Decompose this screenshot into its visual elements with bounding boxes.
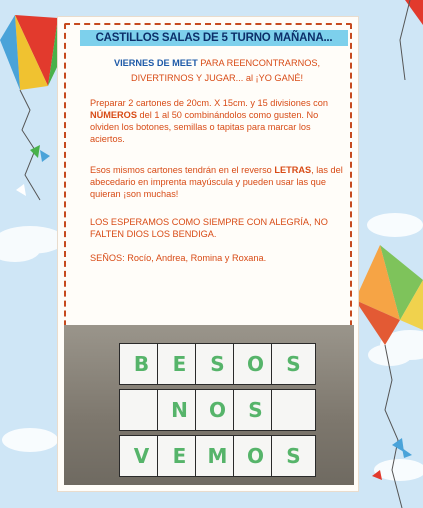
grid-cell: B [119,343,164,385]
letter-grid [119,343,309,478]
paragraph-farewell: LOS ESPERAMOS COMO SIEMPRE CON ALEGRÍA, NO FALTEN DIOS LOS BENDIGA. [90,217,328,239]
paragraph-letters-text-a: Esos mismos cartones tendrán en el reverso [90,165,275,175]
intro-line-2: DIVERTIRNOS Y JUGAR... al ¡YO GANÉ! [130,73,304,83]
numbers-bold: NÚMEROS [90,110,137,120]
grid-cell: M [195,435,240,477]
announcement-card [57,16,359,492]
photo-bingo-card [64,325,354,485]
grid-cell: O [233,343,278,385]
letters-bold: LETRAS [274,165,312,175]
grid-cell: S [271,435,316,477]
grid-cell: O [233,435,278,477]
paragraph-numbers-text-a: Preparar 2 cartones de 20cm. X 15cm. y 15 divisiones con [90,98,328,108]
intro-line-1 [90,57,344,69]
grid-cell: N [157,389,202,431]
signature-line: SEÑOS: Rocío, Andrea, Romina y Roxana. [90,253,267,263]
grid-cell: S [195,343,240,385]
grid-cell: E [157,435,202,477]
grid-cell: S [271,343,316,385]
grid-cell: O [195,389,240,431]
paragraph-letters-text-b: , las del abecedario en imprenta mayúscula y pueden usar las que quieran ¡son muchas! [90,165,343,199]
grid-cell: S [233,389,278,431]
card-title: CASTILLOS SALAS DE 5 TURNO MAÑANA... [80,30,348,46]
grid-cell: V [119,435,164,477]
paragraph-numbers [90,97,344,145]
paragraph-letters [90,164,344,200]
meet-highlight: VIERNES DE MEET [113,58,198,68]
grid-cell: E [157,343,202,385]
intro-line-1-rest: PARA REENCONTRARNOS, [197,58,321,68]
grid-cell [271,389,316,431]
paragraph-numbers-text-b: del 1 al 50 combinándolos como gusten. No olviden los botones, semillas o tapitas para marcar los aciertos. [90,110,319,144]
